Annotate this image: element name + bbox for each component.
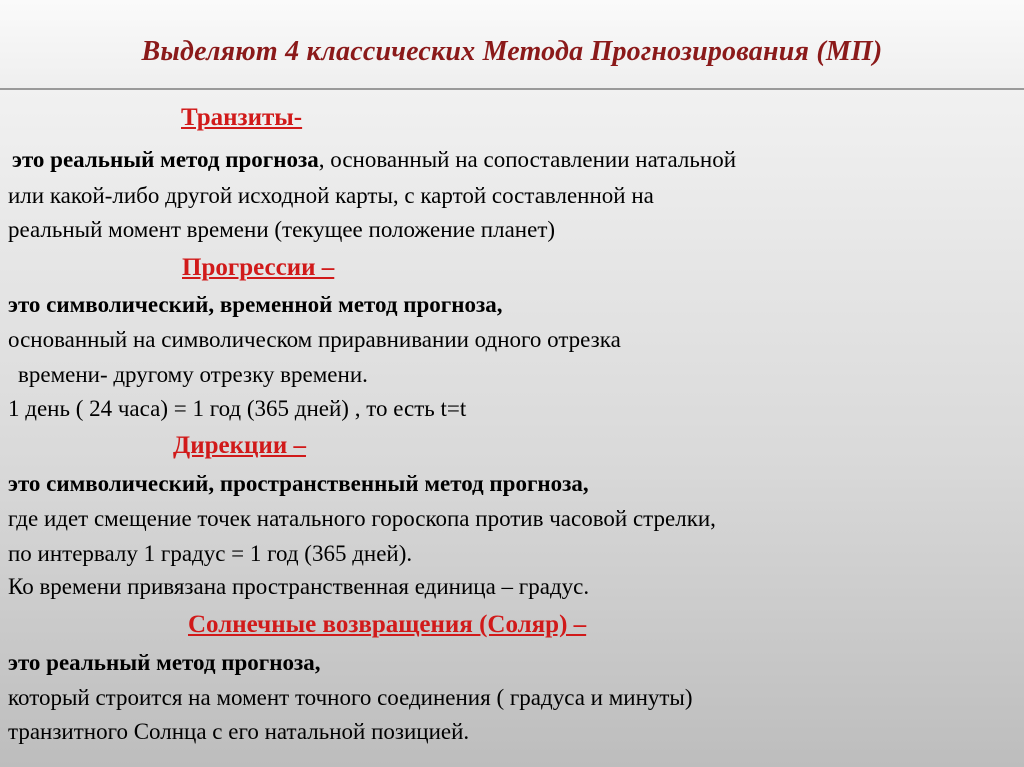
solar-line-1: это реальный метод прогноза, xyxy=(8,650,321,675)
directions-line-3: по интервалу 1 градус = 1 год (365 дней). xyxy=(8,541,413,566)
progressions-line-3: времени- другому отрезку времени. xyxy=(18,362,368,387)
directions-line-1: это символический, пространственный метод прогноза, xyxy=(8,471,589,496)
directions-line-4: Ко времени привязана пространственная единица – градус. xyxy=(8,574,590,599)
progressions-line-4: 1 день ( 24 часа) = 1 год (365 дней) , то есть t=t xyxy=(8,396,467,421)
transits-line-2: или какой-либо другой исходной карты, с картой составленной на xyxy=(8,183,654,208)
title-bar xyxy=(0,0,1024,90)
transits-line-1-bold: это реальный метод прогноза xyxy=(12,147,319,172)
transits-heading: Транзиты- xyxy=(181,104,303,131)
solar-line-2: который строится на момент точного соединения ( градуса и минуты) xyxy=(8,685,693,710)
directions-heading: Дирекции – xyxy=(173,432,306,459)
transits-line-1-rest: , основанный на сопоставлении натальной xyxy=(318,147,737,172)
solar-line-3: транзитного Солнца с его натальной позицией. xyxy=(8,719,470,744)
progressions-line-1: это символический, временной метод прогноза, xyxy=(8,292,503,317)
transits-line-1 xyxy=(12,146,736,174)
slide-title: Выделяют 4 классических Метода Прогнозирования (МП) xyxy=(141,36,883,67)
solar-heading: Солнечные возвращения (Соляр) – xyxy=(188,611,587,638)
progressions-line-2: основанный на символическом приравнивании одного отрезка xyxy=(8,327,621,352)
progressions-heading: Прогрессии – xyxy=(182,254,335,281)
transits-line-3: реальный момент времени (текущее положение планет) xyxy=(8,217,556,242)
directions-line-2: где идет смещение точек натального гороскопа против часовой стрелки, xyxy=(8,506,716,531)
